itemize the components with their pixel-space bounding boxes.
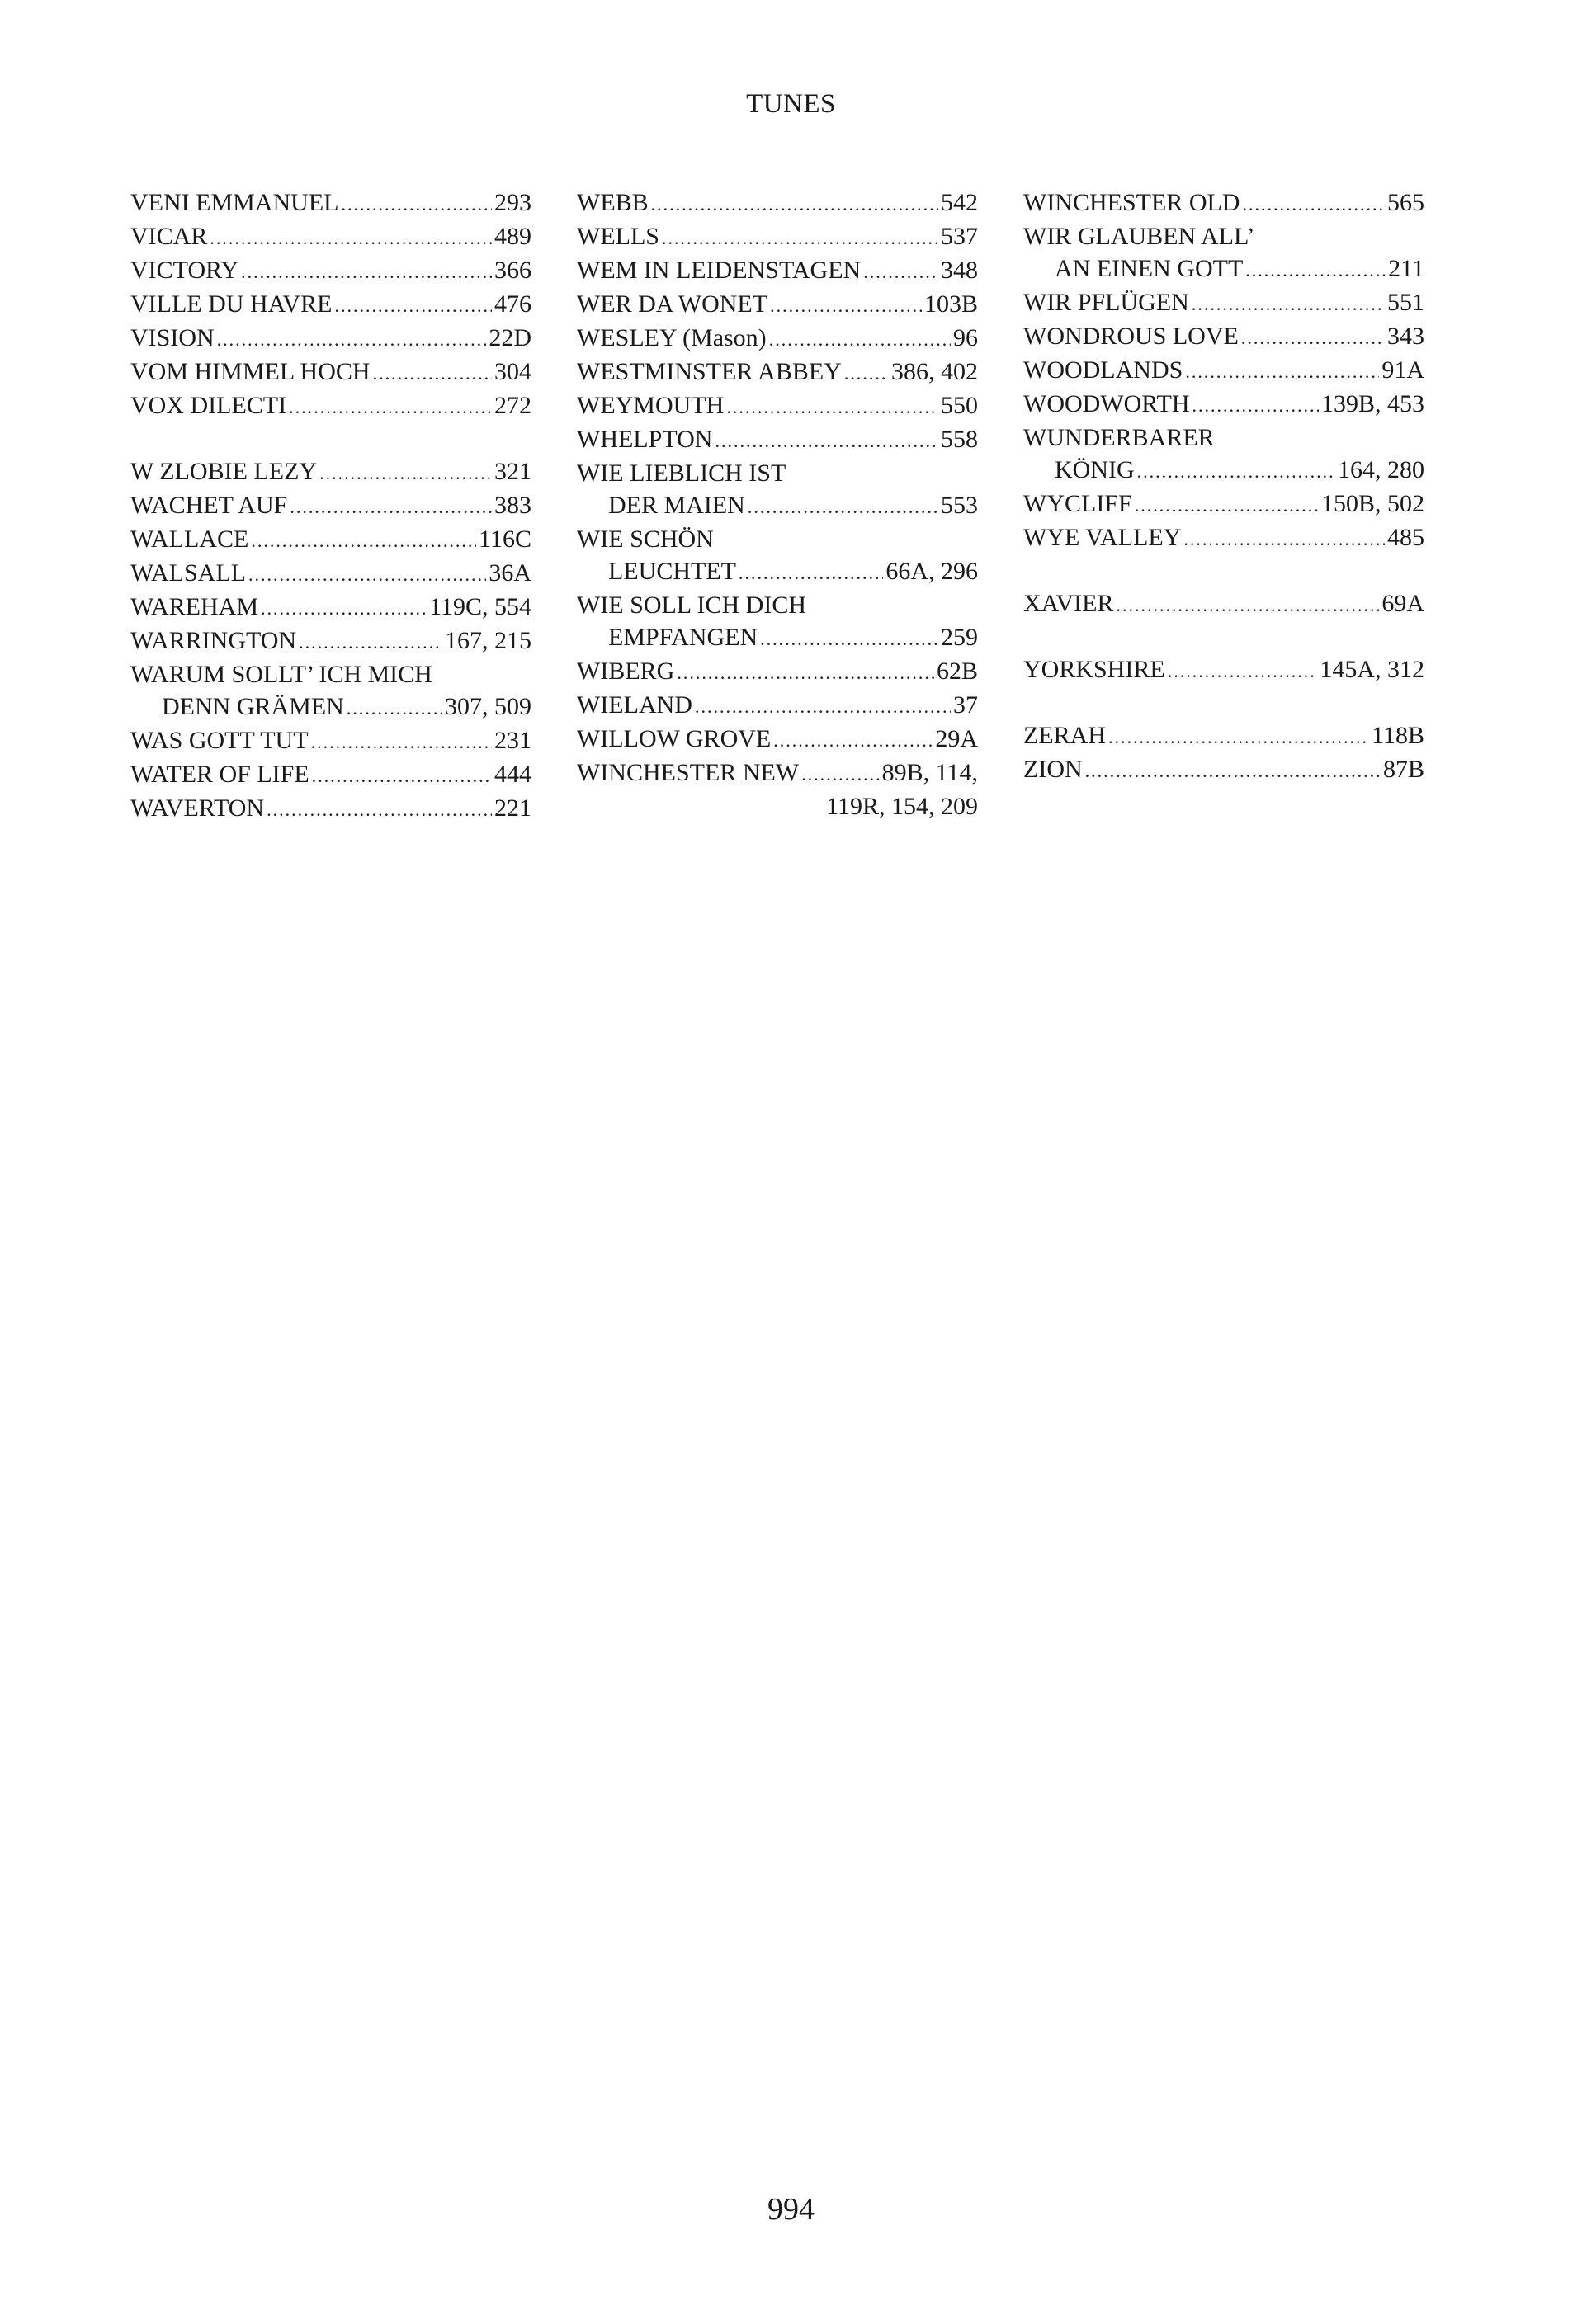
dot-leader (299, 626, 442, 658)
hymn-number: 476 (494, 290, 531, 318)
hymn-number: 321 (494, 458, 531, 485)
dot-leader (1241, 322, 1385, 354)
hymn-number: 116C (479, 526, 531, 553)
page-number: 994 (767, 2192, 815, 2227)
index-entry (577, 621, 978, 655)
tune-name: EMPFANGEN (608, 624, 758, 651)
hymn-number: 383 (494, 492, 531, 519)
index-entry (577, 288, 978, 322)
index-entry (577, 489, 978, 523)
index-entry (130, 254, 531, 288)
tune-name: DER MAIEN (608, 492, 745, 519)
index-entry (1023, 454, 1424, 488)
hymn-number: 103B (923, 290, 978, 318)
hymn-number: 485 (1387, 524, 1424, 551)
tune-name: WEYMOUTH (577, 392, 725, 419)
index-entry (130, 724, 531, 758)
tune-name: WESTMINSTER ABBEY (577, 358, 842, 385)
dot-leader (739, 557, 883, 589)
hymn-number: 62B (936, 658, 978, 685)
hymn-number: 366 (494, 257, 531, 284)
hymn-number: 537 (941, 223, 978, 250)
dot-leader (1242, 188, 1385, 220)
tune-name: WOODWORTH (1023, 390, 1190, 417)
dot-leader (773, 724, 933, 757)
index-entry (1023, 719, 1424, 753)
tune-name: WINCHESTER OLD (1023, 189, 1240, 216)
tune-name: WAVERTON (130, 794, 265, 822)
dot-leader (1168, 655, 1318, 687)
dot-leader (311, 726, 492, 758)
tune-name: WESLEY (Mason) (577, 324, 767, 351)
dot-leader (726, 391, 938, 423)
dot-leader (1137, 455, 1335, 488)
index-entry (130, 455, 531, 489)
hymn-number: 167, 215 (445, 627, 531, 654)
hymn-number: 293 (494, 189, 531, 216)
tune-name: WIR PFLÜGEN (1023, 289, 1189, 316)
dot-leader (290, 491, 492, 523)
hymn-number: 558 (941, 426, 978, 453)
dot-leader (347, 692, 442, 724)
dot-leader (1085, 755, 1381, 787)
hymn-number: 386, 402 (891, 358, 978, 385)
hymn-number: 553 (941, 492, 978, 519)
hymn-number: 211 (1388, 255, 1424, 282)
index-entry (577, 655, 978, 689)
dot-leader (1192, 389, 1319, 422)
dot-leader (1192, 288, 1385, 320)
hymn-number: 231 (494, 727, 531, 754)
dot-leader (844, 357, 889, 389)
tune-name: WATER OF LIFE (130, 761, 309, 788)
index-entry (1023, 653, 1424, 687)
index-entry (577, 186, 978, 220)
hymn-number: 550 (941, 392, 978, 419)
index-entry (577, 757, 978, 790)
hymn-number: 444 (494, 761, 531, 788)
dot-leader (760, 623, 938, 655)
hymn-number: 489 (494, 223, 531, 250)
dot-leader (695, 691, 951, 723)
hymn-number: 145A, 312 (1320, 656, 1424, 683)
tune-name: WALSALL (130, 559, 246, 587)
index-entry (1023, 521, 1424, 555)
tune-name: VICAR (130, 223, 208, 250)
index-column-3 (1023, 186, 1424, 787)
tune-name: WACHET AUF (130, 492, 288, 519)
hymn-number: 91A (1381, 356, 1424, 384)
dot-leader (1135, 489, 1319, 521)
dot-leader (1116, 589, 1379, 621)
dot-leader (677, 657, 934, 689)
hymn-number: 164, 280 (1338, 456, 1424, 483)
tune-name: VILLE DU HAVRE (130, 290, 333, 318)
dot-leader (210, 222, 492, 254)
tune-name: WIELAND (577, 691, 692, 719)
dot-leader (1245, 254, 1386, 286)
dot-leader (217, 323, 487, 356)
index-entry (130, 557, 531, 591)
index-entry-heading: WIE SOLL ICH DICH (577, 592, 807, 619)
hymn-number: 89B, 114, (881, 759, 978, 786)
hymn-number: 259 (941, 624, 978, 651)
hymn-number: 307, 509 (445, 693, 531, 720)
index-entry (130, 356, 531, 389)
hymn-number: 36A (489, 559, 531, 587)
tune-name: WONDROUS LOVE (1023, 323, 1239, 350)
tune-name: VOM HIMMEL HOCH (130, 358, 371, 385)
dot-leader (341, 188, 492, 220)
dot-leader (267, 794, 492, 826)
hymn-number: 150B, 502 (1320, 490, 1424, 517)
dot-leader (662, 222, 938, 254)
hymn-number: 22D (489, 324, 531, 351)
index-entry (577, 723, 978, 757)
tune-name: WHELPTON (577, 426, 713, 453)
index-entry (577, 254, 978, 288)
dot-leader (769, 323, 951, 356)
hymn-number: 87B (1382, 756, 1424, 783)
tune-name: W ZLOBIE LEZY (130, 458, 318, 485)
hymn-number: 37 (953, 691, 978, 719)
dot-leader (801, 758, 879, 790)
hymn-number: 221 (494, 794, 531, 822)
tune-name: WER DA WONET (577, 290, 768, 318)
dot-leader (261, 592, 427, 625)
hymn-number: 69A (1381, 590, 1424, 617)
index-entry (1023, 286, 1424, 320)
page-title: TUNES (746, 89, 836, 119)
hymn-number: 118B (1372, 722, 1424, 749)
hymn-number: 565 (1387, 189, 1424, 216)
hymn-number: 542 (941, 189, 978, 216)
tune-name: WAS GOTT TUT (130, 727, 309, 754)
index-entry (130, 758, 531, 792)
dot-leader (289, 391, 492, 423)
dot-leader (248, 559, 486, 591)
tune-name: WAREHAM (130, 593, 258, 620)
tune-name: WELLS (577, 223, 659, 250)
dot-leader (373, 357, 492, 389)
hymn-number: 139B, 453 (1320, 390, 1424, 417)
section-gap (1023, 555, 1424, 587)
index-entry (577, 689, 978, 723)
index-entry (577, 389, 978, 423)
section-gap (130, 423, 531, 455)
tune-name: VICTORY (130, 257, 239, 284)
hymn-number: 29A (935, 725, 978, 752)
tune-name: DENN GRÄMEN (162, 693, 344, 720)
dot-leader (715, 425, 938, 457)
index-entry-heading: WIE SCHÖN (577, 526, 714, 553)
index-column-2 (577, 186, 978, 823)
index-entry (130, 625, 531, 658)
tune-name: WARRINGTON (130, 627, 297, 654)
index-entry (577, 555, 978, 589)
tune-name: AN EINEN GOTT (1055, 255, 1244, 282)
hymn-number: 119C, 554 (429, 593, 531, 620)
tune-name: VOX DILECTI (130, 392, 287, 419)
hymn-number: 96 (953, 324, 978, 351)
tune-name: ZERAH (1023, 722, 1106, 749)
tune-name: KÖNIG (1055, 456, 1135, 483)
index-column-1 (130, 186, 531, 826)
dot-leader (863, 256, 938, 288)
index-entry (1023, 388, 1424, 422)
tune-name: YORKSHIRE (1023, 656, 1165, 683)
tune-name: WOODLANDS (1023, 356, 1183, 384)
tune-name: ZION (1023, 756, 1083, 783)
index-entry (130, 489, 531, 523)
index-entry-heading: WARUM SOLLT’ ICH MICH (130, 661, 432, 688)
index-entry (130, 220, 531, 254)
dot-leader (770, 290, 922, 322)
hymn-number: 348 (941, 257, 978, 284)
tune-name: VISION (130, 324, 215, 351)
hymn-number: 304 (494, 358, 531, 385)
dot-leader (651, 188, 938, 220)
tune-name: XAVIER (1023, 590, 1114, 617)
dot-leader (312, 760, 492, 792)
index-entry (1023, 320, 1424, 354)
dot-leader (748, 491, 938, 523)
tune-name: WEBB (577, 189, 649, 216)
tune-name: VENI EMMANUEL (130, 189, 339, 216)
tune-name: WEM IN LEIDENSTAGEN (577, 257, 862, 284)
section-gap (1023, 621, 1424, 653)
index-entry (577, 220, 978, 254)
tune-name: WIBERG (577, 658, 675, 685)
index-entry (130, 792, 531, 826)
index-entry (1023, 587, 1424, 621)
index-entry (577, 423, 978, 457)
tune-name: WYE VALLEY (1023, 524, 1182, 551)
index-entry (130, 322, 531, 356)
tune-name: WYCLIFF (1023, 490, 1132, 517)
dot-leader (241, 256, 492, 288)
dot-leader (1108, 721, 1369, 753)
hymn-number: 272 (494, 392, 531, 419)
hymn-number: 551 (1387, 289, 1424, 316)
index-entry-continuation: 119R, 154, 209 (826, 793, 978, 820)
dot-leader (1183, 523, 1385, 555)
tune-name: WILLOW GROVE (577, 725, 772, 752)
tune-name: WALLACE (130, 526, 249, 553)
index-entry (1023, 753, 1424, 787)
hymn-number: 343 (1387, 323, 1424, 350)
index-entry (130, 591, 531, 625)
index-entry (130, 523, 531, 557)
index-entry (130, 389, 531, 423)
index-entry-heading: WUNDERBARER (1023, 424, 1215, 451)
index-entry (1023, 488, 1424, 521)
index-entry-heading: WIR GLAUBEN ALL’ (1023, 223, 1255, 250)
tune-name: WINCHESTER NEW (577, 759, 800, 786)
index-entry (130, 691, 531, 724)
dot-leader (1185, 356, 1379, 388)
index-entry (577, 322, 978, 356)
dot-leader (334, 290, 492, 322)
dot-leader (319, 457, 492, 489)
index-entry (577, 356, 978, 389)
index-entry (1023, 354, 1424, 388)
section-gap (1023, 687, 1424, 719)
index-entry-heading: WIE LIEBLICH IST (577, 460, 786, 487)
index-entry (130, 186, 531, 220)
hymn-number: 66A, 296 (885, 558, 978, 585)
dot-leader (251, 525, 476, 557)
index-entry (1023, 252, 1424, 286)
index-entry (1023, 186, 1424, 220)
index-entry (130, 288, 531, 322)
tune-name: LEUCHTET (608, 558, 736, 585)
